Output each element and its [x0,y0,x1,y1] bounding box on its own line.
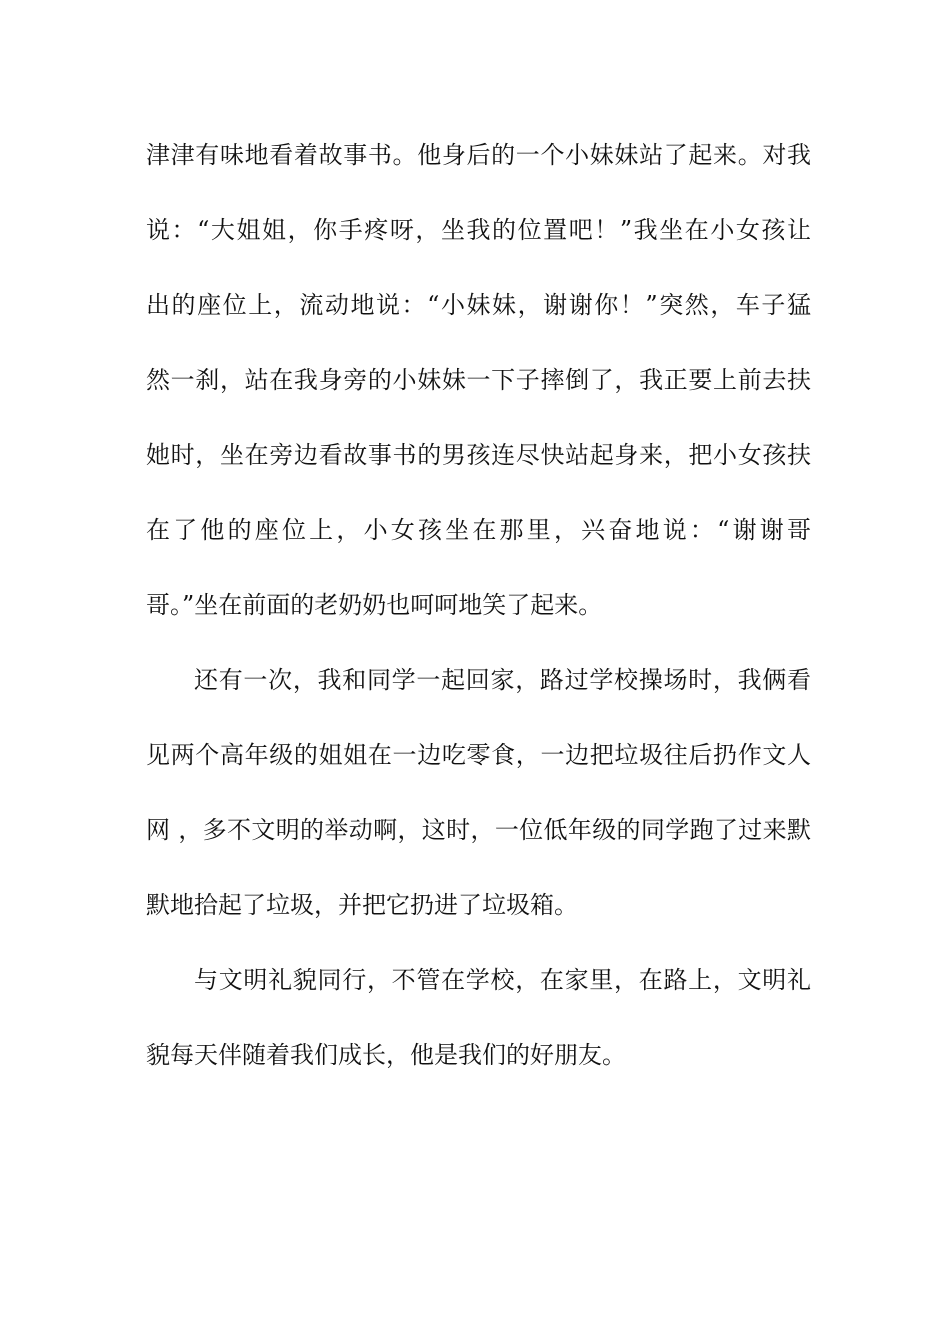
text-line: 网 ，多不文明的举动啊，这时，一位低年级的同学跑了过来默 [146,816,811,844]
paragraph-first-line: 与文明礼貌同行，不管在学校，在家里，在路上，文明礼 [194,966,811,994]
text-line: 在了他的座位上，小女孩坐在那里，兴奋地说：“谢谢哥 [146,516,811,544]
text-line: 出的座位上，流动地说：“小妹妹，谢谢你！”突然，车子猛 [146,291,811,319]
text-line: 貌每天伴随着我们成长，他是我们的好朋友。 [146,1041,626,1069]
text-line: 津津有味地看着故事书。他身后的一个小妹妹站了起来。对我 [146,141,811,169]
text-line: 她时，坐在旁边看故事书的男孩连尽快站起身来，把小女孩扶 [146,441,811,469]
document-body [146,135,811,1110]
paragraph-first-line: 还有一次，我和同学一起回家，路过学校操场时，我俩看 [194,666,811,694]
text-line: 默地拾起了垃圾，并把它扔进了垃圾箱。 [146,891,578,919]
text-line: 然一刹，站在我身旁的小妹妹一下子摔倒了，我正要上前去扶 [146,366,811,394]
text-line: 见两个高年级的姐姐在一边吃零食，一边把垃圾往后扔作文人 [146,741,811,769]
text-line: 哥。”坐在前面的老奶奶也呵呵地笑了起来。 [146,591,603,619]
text-line: 说：“大姐姐，你手疼呀，坐我的位置吧！”我坐在小女孩让 [146,216,811,244]
